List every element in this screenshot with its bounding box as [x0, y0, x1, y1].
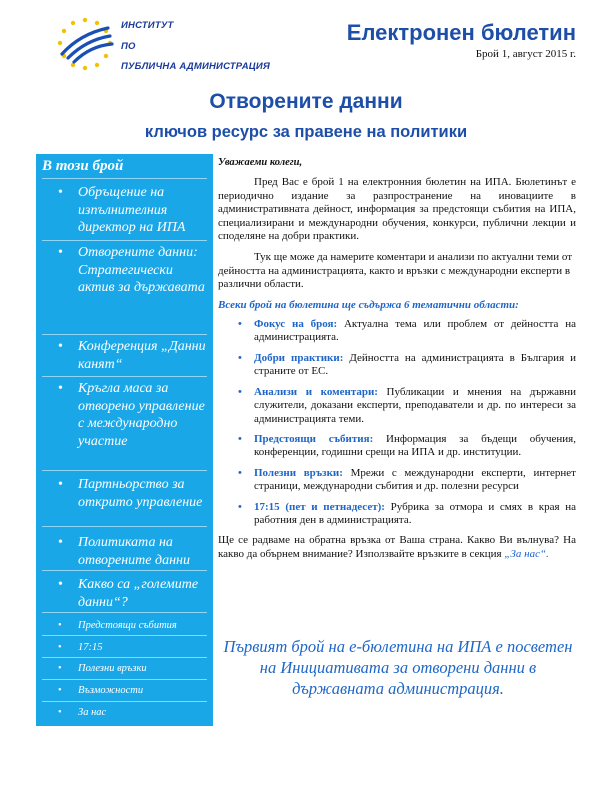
bullet-icon: • [238, 432, 242, 445]
toc-item-big-data[interactable]: • Какво са „големите данни“? [58, 577, 199, 610]
toc-divider [42, 334, 207, 335]
bullet-icon: • [58, 577, 63, 592]
intro-paragraph: Пред Вас е брой 1 на електронния бюлетин на ИПА. Бюлетинът е периодично издание за разпространение на иновациите в административната дейност, информация за предстоящи събития на ИПА, специализирани и международни обучения, конкурси, публични лекции и споделяне на добри практики. [218, 176, 576, 243]
toc-item-open-data[interactable]: • Отворените данни: Стратегически актив за държавата [58, 245, 205, 295]
toc-item-conference[interactable]: • Конференция „Данни канят“ [58, 339, 206, 372]
table-of-contents [36, 154, 213, 726]
toc-divider [42, 701, 207, 702]
article-body [218, 156, 576, 561]
toc-divider [42, 470, 207, 471]
toc-item-open-data-policy[interactable]: • Политиката на отворените данни [58, 535, 190, 568]
bullet-icon: • [238, 351, 242, 364]
toc-divider [42, 635, 207, 636]
feedback-paragraph: Ще се радваме на обратна връзка от Ваша страна. Какво Ви вълнува? На какво да обърнем внимание? Използвайте връзките в секция „За нас“. [218, 534, 576, 560]
toc-item-about[interactable]: • За нас [58, 707, 107, 718]
bullet-icon: • [238, 500, 242, 513]
toc-divider [42, 570, 207, 571]
list-item: • Полезни връзки: Мрежи с международни експерти, интернет страници, международни събития и др. полезни ресурси [238, 466, 576, 493]
toc-divider [42, 679, 207, 680]
topics-paragraph: Тук ще може да намерите коментари и анализи по актуални теми от дейността на администрацията, както и връзки с международни експерти в различни области. [218, 251, 572, 291]
areas-list [218, 318, 576, 527]
bullet-icon: • [58, 477, 63, 492]
toc-item-1715[interactable]: • 17:15 [58, 642, 103, 653]
toc-item-opportunities[interactable]: • Възможности [58, 685, 144, 696]
bullet-icon: • [58, 685, 62, 696]
bullet-icon: • [238, 466, 242, 479]
toc-item-links[interactable]: • Полезни връзки [58, 663, 147, 674]
bullet-icon: • [238, 318, 242, 331]
page-title: Отворените данни [209, 90, 403, 113]
toc-item-address[interactable]: • Обръщение на изпълнителния директор на ИПА [58, 185, 186, 235]
list-item: • Фокус на броя: Актуална тема или проблем от дейността на администрацията. [238, 318, 576, 344]
toc-divider [42, 657, 207, 658]
toc-divider [42, 376, 207, 377]
bulletin-title: Електронен бюлетин [346, 20, 576, 45]
list-item: • 17:15 (пет и петнадесет): Рубрика за отмора и смях в края на работния ден в администрацията. [238, 500, 576, 526]
about-link[interactable]: „За нас“. [504, 547, 549, 560]
closing-statement: Първият брой на е-бюлетина на ИПА е посветен на Инициативата за отворени данни в държавната администрация. [223, 637, 573, 698]
toc-divider [42, 178, 207, 179]
page-subtitle: ключов ресурс за правене на политики [144, 123, 468, 141]
toc-divider [42, 526, 207, 527]
areas-heading: Всеки брой на бюлетина ще съдържа 6 тематични области: [218, 298, 519, 311]
bullet-icon: • [58, 535, 63, 550]
institute-name-line2: ПО [121, 41, 136, 52]
bullet-icon: • [58, 707, 62, 718]
bullet-icon: • [58, 620, 62, 631]
toc-item-round-table[interactable]: • Кръгла маса за отворено управление с международно участие [58, 381, 205, 449]
bullet-icon: • [58, 381, 63, 396]
bullet-icon: • [238, 385, 242, 398]
toc-heading: В този брой [42, 158, 124, 174]
institute-name-line1: ИНСТИТУТ [121, 20, 174, 31]
greeting: Уважаеми колеги, [218, 157, 303, 168]
list-item: • Анализи и коментари: Публикации и мнения на държавни служители, доказани експерти, преподаватели и др. по интереси за администрацията теми. [238, 385, 577, 425]
bullet-icon: • [58, 245, 63, 260]
toc-item-partnership[interactable]: • Партньорство за открито управление [58, 477, 203, 510]
toc-divider [42, 612, 207, 613]
bullet-icon: • [58, 339, 63, 354]
ipa-logo-icon [50, 16, 120, 76]
list-item: • Предстоящи събития: Информация за бъдещи обучения, конференции, годишни срещи на ИПА и др. институции. [238, 432, 576, 459]
bullet-icon: • [58, 663, 62, 674]
issue-info: Брой 1, август 2015 г. [475, 48, 576, 60]
list-item: • Добри практики: Дейността на администрацията в България и страните от ЕС. [238, 351, 576, 378]
bullet-icon: • [58, 185, 63, 200]
toc-divider [42, 240, 207, 241]
bullet-icon: • [58, 642, 62, 653]
toc-item-events[interactable]: • Предстоящи събития [58, 620, 177, 631]
institute-name-line3: ПУБЛИЧНА АДМИНИСТРАЦИЯ [121, 61, 271, 72]
